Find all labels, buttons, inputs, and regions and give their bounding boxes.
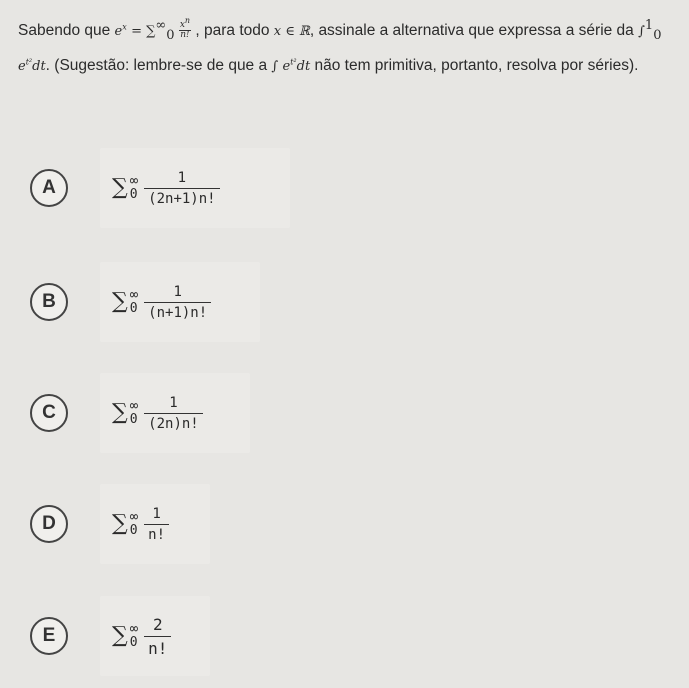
sum-lower-limit: 0 bbox=[166, 28, 175, 44]
option-b-formula bbox=[112, 284, 211, 321]
sum-upper-limit: ∞ bbox=[155, 17, 167, 33]
sigma-lower: 0 bbox=[129, 187, 138, 202]
question-part3: , assinale a alternativa que expressa a série da bbox=[309, 22, 634, 39]
sigma-lower: 0 bbox=[129, 301, 138, 316]
fraction-denominator: n! bbox=[144, 636, 171, 658]
sigma-icon: ∑ bbox=[112, 623, 128, 648]
integral-upper: 1 bbox=[644, 17, 654, 33]
fraction-numerator: 1 bbox=[152, 505, 161, 522]
sigma-upper: ∞ bbox=[129, 287, 139, 303]
series-fraction: $\frac{x^n}{n!}$ bbox=[179, 16, 191, 41]
option-a-letter[interactable]: A bbox=[30, 169, 68, 207]
option-c-letter[interactable]: C bbox=[30, 394, 68, 432]
option-e-letter[interactable]: E bbox=[30, 617, 68, 655]
sigma-icon: ∑ bbox=[112, 175, 128, 200]
fraction-denominator: n! bbox=[144, 524, 169, 543]
sigma-icon: ∑ bbox=[112, 400, 128, 425]
sigma-lower: 0 bbox=[129, 523, 138, 538]
question-part1: Sabendo que bbox=[18, 22, 111, 39]
question-part5: não tem primitiva, portanto, resolva por séries). bbox=[314, 57, 639, 74]
integrand2: $e^{t^2}dt$ bbox=[282, 57, 311, 74]
fraction-numerator: 1 bbox=[169, 394, 178, 411]
option-c-formula bbox=[112, 395, 203, 432]
domain-text: x ∈ ℝ bbox=[273, 24, 310, 39]
integrand: $e^{t^2}dt$ bbox=[18, 57, 46, 74]
sigma-icon: ∑ bbox=[112, 511, 128, 536]
integral2-symbol: ∫ bbox=[271, 59, 279, 74]
option-e[interactable] bbox=[30, 596, 450, 676]
option-a-formula bbox=[112, 170, 220, 207]
fraction-numerator: 1 bbox=[173, 283, 182, 300]
fraction-denominator: (n+1)n! bbox=[144, 302, 211, 321]
option-d[interactable] bbox=[30, 484, 450, 564]
option-a[interactable] bbox=[30, 148, 450, 228]
sigma-upper: ∞ bbox=[129, 173, 139, 189]
sigma-upper: ∞ bbox=[129, 509, 139, 525]
question-part4: . (Sugestão: lembre-se de que a bbox=[45, 57, 268, 74]
option-b[interactable] bbox=[30, 262, 450, 342]
fraction-numerator: 2 bbox=[152, 614, 163, 634]
option-e-formula bbox=[112, 615, 171, 658]
sigma-upper: ∞ bbox=[129, 621, 139, 637]
integral-lower: 0 bbox=[653, 28, 662, 44]
option-d-formula bbox=[112, 506, 169, 543]
fraction-numerator: 1 bbox=[177, 169, 187, 186]
exp-definition: $e^x$ bbox=[114, 22, 127, 39]
question-part2: , para todo bbox=[195, 22, 270, 39]
question-text bbox=[18, 14, 670, 84]
fraction-denominator: (2n)n! bbox=[144, 413, 203, 432]
integral-symbol: ∫ bbox=[638, 24, 645, 39]
sigma-upper: ∞ bbox=[129, 398, 139, 414]
option-d-letter[interactable]: D bbox=[30, 505, 68, 543]
fraction-denominator: (2n+1)n! bbox=[144, 188, 219, 207]
option-b-letter[interactable]: B bbox=[30, 283, 68, 321]
sigma-lower: 0 bbox=[129, 412, 138, 427]
sum-symbol: = ∑ bbox=[131, 24, 156, 39]
sigma-icon: ∑ bbox=[112, 289, 128, 314]
option-c[interactable] bbox=[30, 373, 450, 453]
sigma-lower: 0 bbox=[129, 635, 138, 650]
